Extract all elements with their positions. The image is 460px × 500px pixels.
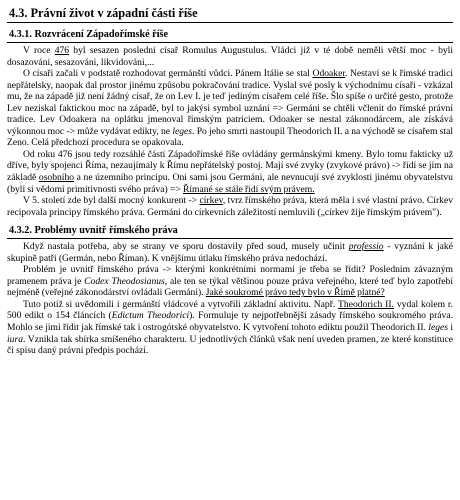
italic-term: leges xyxy=(428,322,448,334)
paragraph: O císaři začali v podstatě rozhodovat germánští vůdci. Pánem Itálie se stal Odoaker. Nestaví se k římské tradici nepřátelsky, naopak dal prostor jinému způsobu pokračování tradice. Vyslal své posly k východnímu císaři - vzkázal mu, že na západě již není žádný císař, že on Lev I. je teď jediným císařem celé říše. Šlo spíše o určité gesto, protože Lev neziskal faktickou moc na západě, byl to jakýsi symbol uznání => Germáni se chtěli včlenit do římské právní tradice. Lev Odoakera na oplátku jmenoval římským patriciem. Odoaker se nestal zákonodárcem, ale získává výkonnou moc -> může vydávat edikty, ne leges. Po jeho smrti nastoupil Theodorich II. a na východě se císařem stal Zeno. Celá předchozí procedura se opakovala. xyxy=(7,68,453,149)
italic-term: Codex Theodosianus xyxy=(84,275,165,287)
underlined-term: osobního xyxy=(38,172,75,184)
underlined-term: Odoaker xyxy=(312,68,346,80)
underlined-term: professio xyxy=(348,241,384,253)
underlined-term: Jaké soukromé právo tedy bylo v Římě platné? xyxy=(205,287,385,299)
underlined-term: 476 xyxy=(54,45,70,56)
paragraph: Od roku 476 jsou tedy rozsáhlé části Západořímské říše ovládány germánskými kmeny. Bylo tomu fakticky už dříve, byly spojenci Říma, nezaujímaly k Římu nepřátelský postoj. Mají své zvyky (zvykové právo) -> řídí se jím na základě osobního a ne územního principu. Oni sami jsou Germáni, ale nevnucují své zvyklosti jinému obyvatelstvu (byli si vědomi primitivnosti svého práva) => Římané se stále řídí svým právem. xyxy=(7,148,453,195)
paragraph: Když nastala potřeba, aby se strany ve sporu dostavily před soud, musely učinit professio - vyznání k jaké skupině patří (Germán, nebo Říman). K vnějšímu útlaku římského práva nedochází. xyxy=(7,241,453,264)
underlined-term: Theodorich II. xyxy=(338,298,394,310)
italic-term: leges xyxy=(172,125,193,137)
italic-term: iura xyxy=(7,333,23,345)
section-title: 4.3. Právní život v západní části říše xyxy=(7,6,453,23)
italic-term: Edictum Theodorici xyxy=(111,310,190,322)
underlined-term: Římané se stále řídí svým právem. xyxy=(182,183,315,195)
paragraph: Tuto potíž si uvědomili i germánští vládcové a vytvořili základní aktivitu. Např. Theodorich II. vydal kolem r. 500 edikt o 154 článcích (Edictum Theodorici). Formuluje ty nejpotřebnější zásady římského soukromého práva. Mohlo se jimi řídit jak římské tak i ostrogótské obyvatelstvo. K vytvoření tohoto ediktu použil Theodorich II. leges i iura. Vznikla tak sbírka smíšeného charakteru. U jednotlivých článků však není uveden pramen, ze které konstituce či spisu daný právní předpis pochází. xyxy=(7,298,453,357)
subsection-title-2: 4.3.2. Problémy uvnitř římského práva xyxy=(7,225,453,239)
paragraph: V 5. století zde byl další mocný konkurent -> církev, tvrz římského práva, která měla i své vlastní právo. Církev recipovala principy římského práva. Germáni do církevních záležitostí nemluvili („církev žije římským právem"). xyxy=(7,195,453,218)
paragraph: V roce 476 byl sesazen poslední císař Romulus Augustulus. Vládci již v té době neměli větší moc - byli dosazováni, sesazováni, likvidováni,... xyxy=(7,45,453,68)
underlined-term: církev xyxy=(199,195,223,207)
paragraph: Problém je uvnitř římského práva -> kterými konkrétními normami je třeba se řídit? Posledním závazným pramenem práva je Codex Theodosianus, ale ten se týkal většinou pouze práva veřejného, které teď bylo zapotřebí nejméně (veřejné zákonodárství ovládali Germáni). Jaké soukromé právo tedy bylo v Římě platné? xyxy=(7,264,454,299)
subsection-title-1: 4.3.1. Rozvrácení Západořímské říše xyxy=(7,29,453,43)
